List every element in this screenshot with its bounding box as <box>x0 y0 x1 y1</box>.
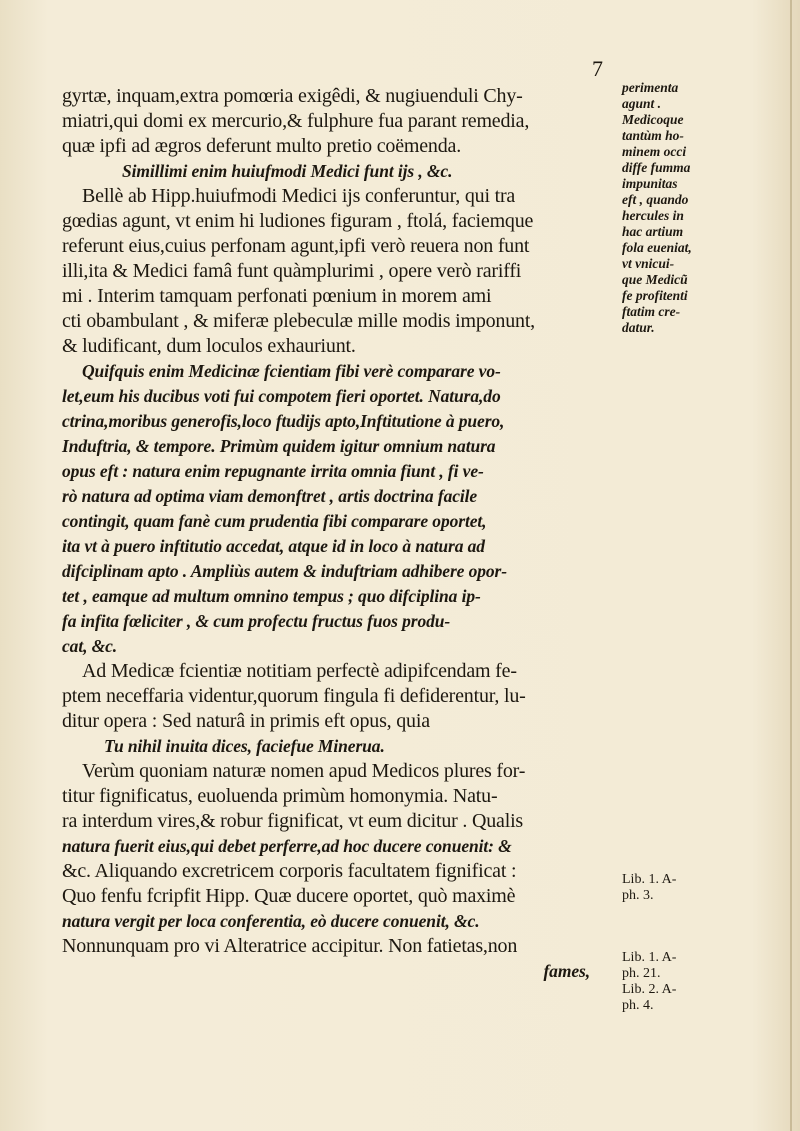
text-line: illi,ita & Medici famâ funt quàmplurimi , opere verò rariffi <box>62 260 522 282</box>
margin-ref: ph. 21. <box>622 966 661 981</box>
text-line: Quo fenfu fcripfit Hipp. Quæ ducere oportet, quò maximè <box>62 885 516 907</box>
margin-ref: Lib. 1. A- <box>622 950 677 965</box>
main-text-column <box>62 84 610 984</box>
quote-line: natura fuerit eius,qui debet perferre,ad hoc ducere conuenit: & <box>62 836 512 856</box>
margin-note: que Medicũ <box>622 272 688 287</box>
quote-line: fames, <box>543 961 590 981</box>
quote-line: rò natura ad optima viam demonftret , artis doctrina facile <box>62 486 478 506</box>
margin-note: diffe fumma <box>622 160 691 175</box>
page-number: 7 <box>592 56 603 81</box>
quote-line: Induftria, & tempore. Primùm quidem igitur omnium natura <box>62 436 496 456</box>
text-line: Bellè ab Hipp.huiufmodi Medici ijs conferuntur, qui tra <box>82 185 516 207</box>
page-edge <box>790 0 792 1131</box>
margin-note: hercules in <box>622 208 684 223</box>
text-line: gyrtæ, inquam,extra pomœria exigêdi, & nugiuenduli Chy- <box>62 85 523 107</box>
quote-line: ctrina,moribus generofis,loco ftudijs apto,Inftitutione à puero, <box>62 411 505 431</box>
quote-line: Tu nihil inuita dices, faciefue Minerua. <box>104 736 385 756</box>
quote-line: ita vt à puero inftitutio accedat, atque id in loco à natura ad <box>62 536 485 556</box>
margin-note: minem occi <box>622 144 687 159</box>
margin-notes <box>622 80 732 336</box>
quote-line: opus eft : natura enim repugnante irrita omnia fiunt , fi ve- <box>62 461 484 481</box>
quote-line: cat, &c. <box>62 636 118 656</box>
text-line: mi . Interim tamquam perfonati pœnium in morem ami <box>62 285 492 307</box>
text-line: titur fignificatus, euoluenda primùm homonymia. Natu- <box>62 785 498 807</box>
text-line: cti obambulant , & miferæ plebeculæ mille modis imponunt, <box>62 310 535 332</box>
text-line: Simillimi enim huiufmodi Medici funt ijs , &c. <box>122 161 453 181</box>
margin-ref: ph. 3. <box>622 888 654 903</box>
text-line: Ad Medicæ fcientiæ notitiam perfectè adipifcendam fe- <box>82 660 517 682</box>
margin-ref: Lib. 1. A- <box>622 872 677 887</box>
text-line: gœdias agunt, vt enim hi ludiones figuram , ftolá, faciemque <box>62 210 534 232</box>
margin-note: tantùm ho- <box>622 128 684 143</box>
margin-note: fe profitenti <box>622 288 688 303</box>
text-line: &c. Aliquando excretricem corporis facultatem fignificat : <box>62 860 517 882</box>
text-line: ptem neceffaria videntur,quorum fingula fi defiderentur, lu- <box>62 685 526 707</box>
margin-note: agunt . <box>622 96 662 111</box>
margin-note: Medicoque <box>622 112 684 127</box>
text-line: Verùm quoniam naturæ nomen apud Medicos plures for- <box>82 760 526 782</box>
quote-line: natura vergit per loca conferentia, eò ducere conuenit, &c. <box>62 911 480 931</box>
quote-line: tet , eamque ad multum omnino tempus ; quo difciplina ip- <box>62 586 481 606</box>
quote-line: Quifquis enim Medicinæ fcientiam fibi verè comparare vo- <box>82 361 501 381</box>
margin-note: fola eueniat, <box>622 240 692 255</box>
margin-ref: Lib. 2. A- <box>622 982 677 997</box>
margin-note: ftatim cre- <box>622 304 681 319</box>
text-line: quæ ipfi ad ægros deferunt multo pretio coëmenda. <box>62 135 461 157</box>
margin-refs <box>622 950 732 1014</box>
margin-note: hac artium <box>622 224 684 239</box>
text-line: ditur opera : Sed naturâ in primis eft opus, quia <box>62 710 430 732</box>
margin-note: perimenta <box>622 80 679 95</box>
quote-line: contingit, quam fanè cum prudentia fibi comparare oportet, <box>62 511 487 531</box>
quote-line: difciplinam apto . Ampliùs autem & induftriam adhibere opor- <box>62 561 507 581</box>
margin-note: datur. <box>622 320 655 335</box>
text-line: & ludificant, dum loculos exhauriunt. <box>62 335 356 357</box>
margin-note: eft , quando <box>622 192 689 207</box>
text-line: miatri,qui domi ex mercurio,& fulphure fua parant remedia, <box>62 110 530 132</box>
margin-note: impunitas <box>622 176 678 191</box>
margin-refs <box>622 872 732 904</box>
margin-ref: ph. 4. <box>622 998 654 1013</box>
margin-note: vt vnicui- <box>622 256 675 271</box>
text-line: Nonnunquam pro vi Alteratrice accipitur. Non fatietas,non <box>62 935 518 957</box>
quote-line: let,eum his ducibus voti fui compotem fieri oportet. Natura,do <box>62 386 501 406</box>
text-line: referunt eius,cuius perfonam agunt,ipfi verò reuera non funt <box>62 235 530 257</box>
quote-line: fa infita fœliciter , & cum profectu fructus fuos produ- <box>62 611 451 631</box>
text-line: ra interdum vires,& robur fignificat, vt eum dicitur . Qualis <box>62 810 524 832</box>
